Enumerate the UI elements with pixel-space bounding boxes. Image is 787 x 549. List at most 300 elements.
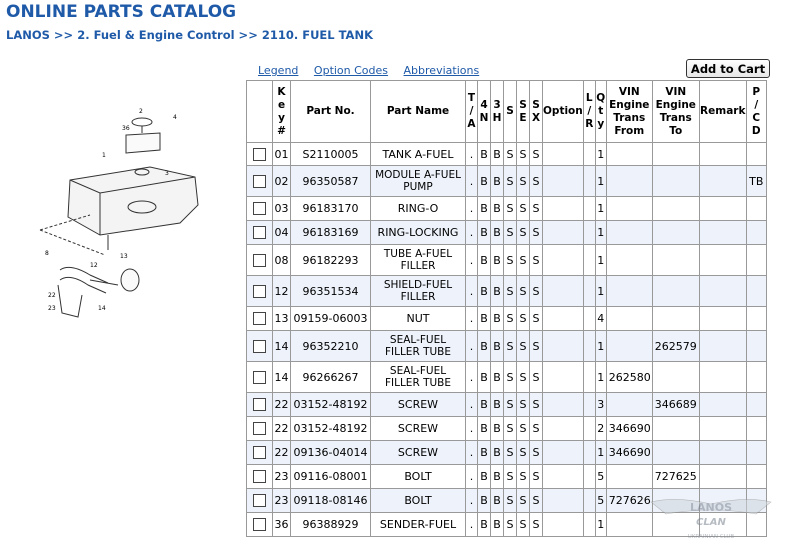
pcd-cell: TB [746, 166, 766, 197]
s-cell: S [504, 441, 517, 465]
qty-cell: 1 [595, 441, 606, 465]
part-no-cell: 09159-06003 [291, 307, 371, 331]
lr-cell [583, 245, 595, 276]
pcd-column-header: P / C D [746, 81, 766, 143]
row-select-checkbox[interactable] [253, 494, 266, 507]
4n-cell: B [478, 276, 491, 307]
qty-cell: 1 [595, 221, 606, 245]
part-no-cell: 09116-08001 [291, 465, 371, 489]
key-cell: 12 [273, 276, 291, 307]
part-name-cell: SEAL-FUEL FILLER TUBE [371, 331, 466, 362]
vin-from-cell [606, 331, 652, 362]
4n-column-header: 4 N [478, 81, 491, 143]
table-row [247, 441, 767, 465]
s-cell: S [504, 166, 517, 197]
remark-cell [699, 166, 746, 197]
pcd-cell [746, 276, 766, 307]
se-cell: S [517, 221, 530, 245]
key-cell: 22 [273, 393, 291, 417]
key-cell: 36 [273, 513, 291, 537]
se-cell: S [517, 245, 530, 276]
qty-cell: 4 [595, 307, 606, 331]
s-cell: S [504, 221, 517, 245]
vin-to-cell [652, 441, 699, 465]
option-cell [543, 221, 584, 245]
ta-cell: . [466, 465, 478, 489]
se-cell: S [517, 393, 530, 417]
se-cell: S [517, 489, 530, 513]
ta-cell: . [466, 441, 478, 465]
option-cell [543, 393, 584, 417]
option-cell [543, 513, 584, 537]
table-row [247, 245, 767, 276]
part-name-cell: SCREW [371, 417, 466, 441]
vin-from-column-header: VIN Engine Trans From [606, 81, 652, 143]
qty-cell: 1 [595, 197, 606, 221]
vin-to-cell [652, 276, 699, 307]
pcd-cell [746, 221, 766, 245]
part-no-cell: 03152-48192 [291, 417, 371, 441]
s-cell: S [504, 143, 517, 166]
select-cell [247, 143, 273, 166]
sx-cell: S [530, 166, 543, 197]
vin-to-cell: 346689 [652, 393, 699, 417]
lanos-clan-watermark [646, 492, 776, 542]
qty-cell: 1 [595, 362, 606, 393]
4n-cell: B [478, 465, 491, 489]
row-select-checkbox[interactable] [253, 312, 266, 325]
part-no-cell: 09118-08146 [291, 489, 371, 513]
vin-to-cell [652, 245, 699, 276]
part-no-cell: S2110005 [291, 143, 371, 166]
table-row [247, 417, 767, 441]
watermark-sub: CLAN [696, 517, 726, 528]
qty-cell: 1 [595, 166, 606, 197]
sx-cell: S [530, 417, 543, 441]
part-no-column-header: Part No. [291, 81, 371, 143]
row-select-checkbox[interactable] [253, 226, 266, 239]
table-header-row [247, 81, 767, 143]
se-cell: S [517, 276, 530, 307]
lr-cell [583, 362, 595, 393]
3h-cell: B [491, 393, 504, 417]
vin-to-cell [652, 197, 699, 221]
part-name-column-header: Part Name [371, 81, 466, 143]
row-select-checkbox[interactable] [253, 446, 266, 459]
vin-from-cell [606, 307, 652, 331]
watermark-brand: LANOS [689, 501, 733, 514]
ta-cell: . [466, 245, 478, 276]
pcd-cell [746, 307, 766, 331]
pcd-cell [746, 465, 766, 489]
sx-cell: S [530, 331, 543, 362]
part-name-cell: NUT [371, 307, 466, 331]
option-cell [543, 331, 584, 362]
sx-cell: S [530, 143, 543, 166]
s-cell: S [504, 307, 517, 331]
part-name-cell: TUBE A-FUEL FILLER [371, 245, 466, 276]
lr-cell [583, 276, 595, 307]
4n-cell: B [478, 441, 491, 465]
diagram-label: 1 [102, 152, 106, 159]
4n-cell: B [478, 221, 491, 245]
remark-cell [699, 143, 746, 166]
select-cell [247, 307, 273, 331]
remark-cell [699, 465, 746, 489]
4n-cell: B [478, 489, 491, 513]
ta-column-header: T / A [466, 81, 478, 143]
lr-cell [583, 441, 595, 465]
pcd-cell [746, 362, 766, 393]
option-cell [543, 197, 584, 221]
s-cell: S [504, 417, 517, 441]
ta-cell: . [466, 276, 478, 307]
qty-cell: 5 [595, 489, 606, 513]
lr-cell [583, 307, 595, 331]
part-name-cell: TANK A-FUEL [371, 143, 466, 166]
part-name-cell: SCREW [371, 393, 466, 417]
option-cell [543, 362, 584, 393]
sx-cell: S [530, 513, 543, 537]
3h-cell: B [491, 245, 504, 276]
pcd-cell [746, 331, 766, 362]
se-cell: S [517, 465, 530, 489]
key-cell: 08 [273, 245, 291, 276]
ta-cell: . [466, 143, 478, 166]
4n-cell: B [478, 513, 491, 537]
lr-cell [583, 393, 595, 417]
sx-cell: S [530, 362, 543, 393]
4n-cell: B [478, 331, 491, 362]
fuel-tank-diagram [30, 105, 220, 345]
4n-cell: B [478, 393, 491, 417]
se-cell: S [517, 307, 530, 331]
add-to-cart-button[interactable]: Add to Cart [686, 59, 770, 78]
row-select-checkbox[interactable] [253, 202, 266, 215]
sx-cell: S [530, 465, 543, 489]
part-no-cell: 96388929 [291, 513, 371, 537]
select-cell [247, 489, 273, 513]
se-column-header: S E [517, 81, 530, 143]
option-cell [543, 489, 584, 513]
ta-cell: . [466, 417, 478, 441]
key-column-header: K e y # [273, 81, 291, 143]
option-codes-link[interactable]: Option Codes [313, 64, 389, 77]
3h-cell: B [491, 513, 504, 537]
key-cell: 22 [273, 441, 291, 465]
option-cell [543, 143, 584, 166]
vin-from-cell [606, 166, 652, 197]
diagram-label: 2 [139, 108, 143, 115]
part-no-cell: 96350587 [291, 166, 371, 197]
table-row [247, 393, 767, 417]
option-cell [543, 465, 584, 489]
sx-cell: S [530, 489, 543, 513]
option-cell [543, 441, 584, 465]
vin-to-cell: 262579 [652, 331, 699, 362]
select-cell [247, 393, 273, 417]
select-cell [247, 465, 273, 489]
lr-cell [583, 143, 595, 166]
4n-cell: B [478, 307, 491, 331]
row-select-checkbox[interactable] [253, 148, 266, 161]
remark-column-header: Remark [699, 81, 746, 143]
s-cell: S [504, 465, 517, 489]
ta-cell: . [466, 331, 478, 362]
select-column-header [247, 81, 273, 143]
ta-cell: . [466, 166, 478, 197]
part-name-cell: RING-O [371, 197, 466, 221]
lr-cell [583, 197, 595, 221]
select-cell [247, 362, 273, 393]
3h-column-header: 3 H [491, 81, 504, 143]
vin-to-cell [652, 166, 699, 197]
vin-to-cell [652, 143, 699, 166]
s-cell: S [504, 276, 517, 307]
select-cell [247, 513, 273, 537]
abbreviations-link[interactable]: Abbreviations [403, 64, 480, 77]
key-cell: 04 [273, 221, 291, 245]
ta-cell: . [466, 393, 478, 417]
se-cell: S [517, 331, 530, 362]
row-select-checkbox[interactable] [253, 470, 266, 483]
select-cell [247, 331, 273, 362]
table-row [247, 465, 767, 489]
s-cell: S [504, 362, 517, 393]
pcd-cell [746, 393, 766, 417]
option-cell [543, 276, 584, 307]
3h-cell: B [491, 221, 504, 245]
vin-to-column-header: VIN Engine Trans To [652, 81, 699, 143]
diagram-label: 36 [122, 125, 130, 132]
lr-cell [583, 417, 595, 441]
key-cell: 03 [273, 197, 291, 221]
part-name-cell: BOLT [371, 489, 466, 513]
part-no-cell: 96183169 [291, 221, 371, 245]
qty-cell: 1 [595, 276, 606, 307]
vin-from-cell [606, 143, 652, 166]
remark-cell [699, 331, 746, 362]
table-row [247, 221, 767, 245]
remark-cell [699, 307, 746, 331]
lr-cell [583, 513, 595, 537]
vin-to-cell [652, 417, 699, 441]
4n-cell: B [478, 143, 491, 166]
key-cell: 23 [273, 489, 291, 513]
remark-cell [699, 245, 746, 276]
part-name-cell: SEAL-FUEL FILLER TUBE [371, 362, 466, 393]
ta-cell: . [466, 307, 478, 331]
qty-cell: 2 [595, 417, 606, 441]
se-cell: S [517, 197, 530, 221]
part-name-cell: BOLT [371, 465, 466, 489]
3h-cell: B [491, 307, 504, 331]
part-no-cell: 96182293 [291, 245, 371, 276]
se-cell: S [517, 441, 530, 465]
table-row [247, 143, 767, 166]
select-cell [247, 197, 273, 221]
row-select-checkbox[interactable] [253, 254, 266, 267]
vin-to-cell [652, 307, 699, 331]
part-no-cell: 96266267 [291, 362, 371, 393]
remark-cell [699, 221, 746, 245]
key-cell: 14 [273, 331, 291, 362]
catalog-links [258, 64, 491, 77]
lr-cell [583, 166, 595, 197]
part-name-cell: MODULE A-FUEL PUMP [371, 166, 466, 197]
3h-cell: B [491, 143, 504, 166]
lr-column-header: L / R [583, 81, 595, 143]
se-cell: S [517, 513, 530, 537]
qty-cell: 1 [595, 143, 606, 166]
select-cell [247, 276, 273, 307]
option-cell [543, 245, 584, 276]
3h-cell: B [491, 441, 504, 465]
sx-cell: S [530, 197, 543, 221]
option-cell [543, 166, 584, 197]
remark-cell [699, 441, 746, 465]
row-select-checkbox[interactable] [253, 422, 266, 435]
table-row [247, 307, 767, 331]
qty-cell: 5 [595, 465, 606, 489]
pcd-cell [746, 143, 766, 166]
table-row [247, 362, 767, 393]
4n-cell: B [478, 197, 491, 221]
sx-cell: S [530, 276, 543, 307]
qty-cell: 1 [595, 513, 606, 537]
vin-to-cell [652, 221, 699, 245]
part-no-cell: 96351534 [291, 276, 371, 307]
diagram-label: 8 [45, 250, 49, 257]
qty-cell: 1 [595, 245, 606, 276]
part-name-cell: SENDER-FUEL [371, 513, 466, 537]
diagram-label: 4 [173, 114, 177, 121]
s-cell: S [504, 393, 517, 417]
sx-cell: S [530, 307, 543, 331]
s-column-header: S [504, 81, 517, 143]
qty-column-header: Q t y [595, 81, 606, 143]
table-row [247, 197, 767, 221]
vin-from-cell [606, 221, 652, 245]
key-cell: 02 [273, 166, 291, 197]
qty-cell: 3 [595, 393, 606, 417]
parts-table [246, 80, 767, 537]
select-cell [247, 417, 273, 441]
sx-cell: S [530, 393, 543, 417]
row-select-checkbox[interactable] [253, 340, 266, 353]
key-cell: 13 [273, 307, 291, 331]
se-cell: S [517, 143, 530, 166]
part-no-cell: 96183170 [291, 197, 371, 221]
sx-cell: S [530, 245, 543, 276]
table-row [247, 276, 767, 307]
4n-cell: B [478, 245, 491, 276]
4n-cell: B [478, 166, 491, 197]
3h-cell: B [491, 331, 504, 362]
vin-from-cell [606, 245, 652, 276]
s-cell: S [504, 489, 517, 513]
remark-cell [699, 197, 746, 221]
part-no-cell: 96352210 [291, 331, 371, 362]
table-row [247, 166, 767, 197]
vin-from-cell [606, 465, 652, 489]
part-name-cell: SCREW [371, 441, 466, 465]
diagram-label: 13 [120, 253, 128, 260]
diagram-label: 3 [165, 170, 169, 177]
s-cell: S [504, 245, 517, 276]
part-name-cell: SHIELD-FUEL FILLER [371, 276, 466, 307]
pcd-cell [746, 417, 766, 441]
qty-cell: 1 [595, 331, 606, 362]
3h-cell: B [491, 197, 504, 221]
sx-column-header: S X [530, 81, 543, 143]
vin-from-cell: 346690 [606, 417, 652, 441]
vin-from-cell: 262580 [606, 362, 652, 393]
diagram-label: 14 [98, 305, 106, 312]
diagram-label: 23 [48, 305, 56, 312]
ta-cell: . [466, 489, 478, 513]
vin-from-cell [606, 393, 652, 417]
diagram-label: 12 [90, 262, 98, 269]
option-column-header: Option [543, 81, 584, 143]
row-select-checkbox[interactable] [253, 518, 266, 531]
option-cell [543, 417, 584, 441]
ta-cell: . [466, 197, 478, 221]
breadcrumb[interactable]: LANOS >> 2. Fuel & Engine Control >> 2110. FUEL TANK [6, 28, 373, 42]
se-cell: S [517, 362, 530, 393]
3h-cell: B [491, 417, 504, 441]
pcd-cell [746, 197, 766, 221]
key-cell: 14 [273, 362, 291, 393]
ta-cell: . [466, 513, 478, 537]
3h-cell: B [491, 166, 504, 197]
key-cell: 01 [273, 143, 291, 166]
vin-from-cell [606, 197, 652, 221]
row-select-checkbox[interactable] [253, 371, 266, 384]
part-name-cell: RING-LOCKING [371, 221, 466, 245]
legend-link[interactable]: Legend [258, 64, 299, 77]
vin-from-cell: 346690 [606, 441, 652, 465]
ta-cell: . [466, 221, 478, 245]
remark-cell [699, 276, 746, 307]
3h-cell: B [491, 489, 504, 513]
select-cell [247, 245, 273, 276]
s-cell: S [504, 331, 517, 362]
3h-cell: B [491, 465, 504, 489]
part-no-cell: 09136-04014 [291, 441, 371, 465]
row-select-checkbox[interactable] [253, 398, 266, 411]
sx-cell: S [530, 221, 543, 245]
row-select-checkbox[interactable] [253, 175, 266, 188]
select-cell [247, 221, 273, 245]
4n-cell: B [478, 362, 491, 393]
sx-cell: S [530, 441, 543, 465]
diagram-label: 22 [48, 292, 56, 299]
vin-from-cell [606, 276, 652, 307]
ta-cell: . [466, 362, 478, 393]
vin-from-cell: 727626 [606, 489, 652, 513]
remark-cell [699, 393, 746, 417]
remark-cell [699, 417, 746, 441]
key-cell: 22 [273, 417, 291, 441]
lr-cell [583, 221, 595, 245]
row-select-checkbox[interactable] [253, 285, 266, 298]
s-cell: S [504, 197, 517, 221]
remark-cell [699, 362, 746, 393]
3h-cell: B [491, 276, 504, 307]
vin-to-cell [652, 362, 699, 393]
pcd-cell [746, 441, 766, 465]
